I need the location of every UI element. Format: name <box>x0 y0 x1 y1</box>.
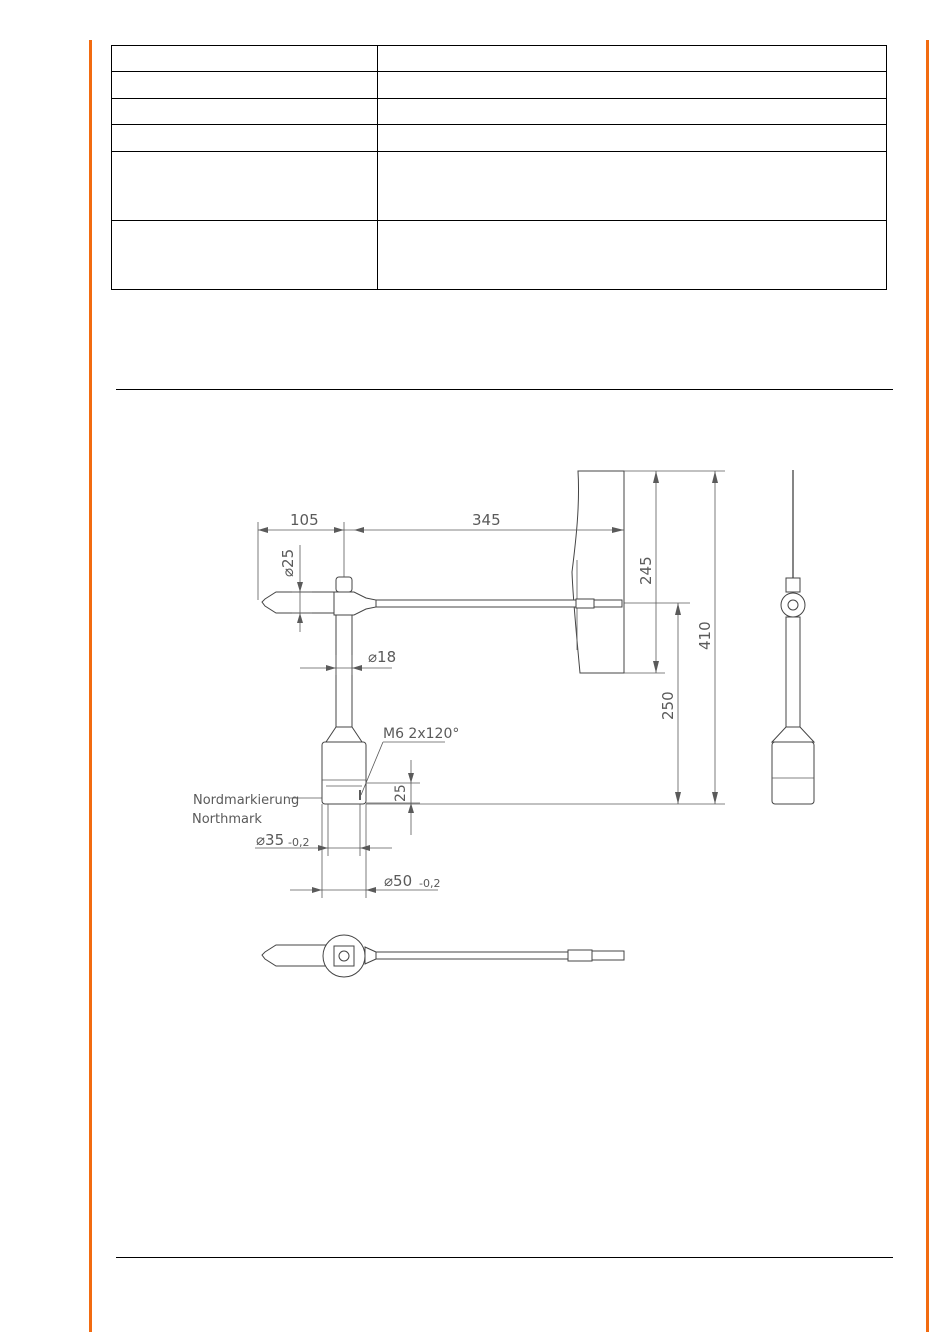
north-mark-label-de: Nordmarkierung <box>193 793 300 808</box>
section-divider-bottom <box>116 1257 893 1258</box>
front-view <box>192 471 725 898</box>
top-view <box>262 935 624 977</box>
hub <box>334 592 376 615</box>
dim-345-label: 345 <box>472 511 501 529</box>
dim-diam50-label: ⌀50 <box>384 872 413 890</box>
tail-vane <box>572 471 624 673</box>
north-mark-label-en: Northmark <box>192 812 262 827</box>
counterweight <box>262 592 336 613</box>
dim-250-label: 250 <box>659 691 677 720</box>
dim-245-label: 245 <box>637 556 655 585</box>
dim-diam35-label: ⌀35 <box>256 831 285 849</box>
dim-25-label: 25 <box>393 784 409 802</box>
shaft <box>336 615 352 727</box>
dim-diam18-label: ⌀18 <box>368 648 397 666</box>
dim-diam35-tolerance: -0,2 <box>288 836 310 849</box>
side-view <box>772 470 814 804</box>
dim-diam25-label: ⌀25 <box>279 548 297 577</box>
vane-arm <box>376 600 576 607</box>
dim-diam50-tolerance: -0,2 <box>419 877 441 890</box>
dim-410-label: 410 <box>696 621 714 650</box>
dim-105-label: 105 <box>290 511 319 529</box>
thread-callout: M6 2x120° <box>383 726 460 742</box>
